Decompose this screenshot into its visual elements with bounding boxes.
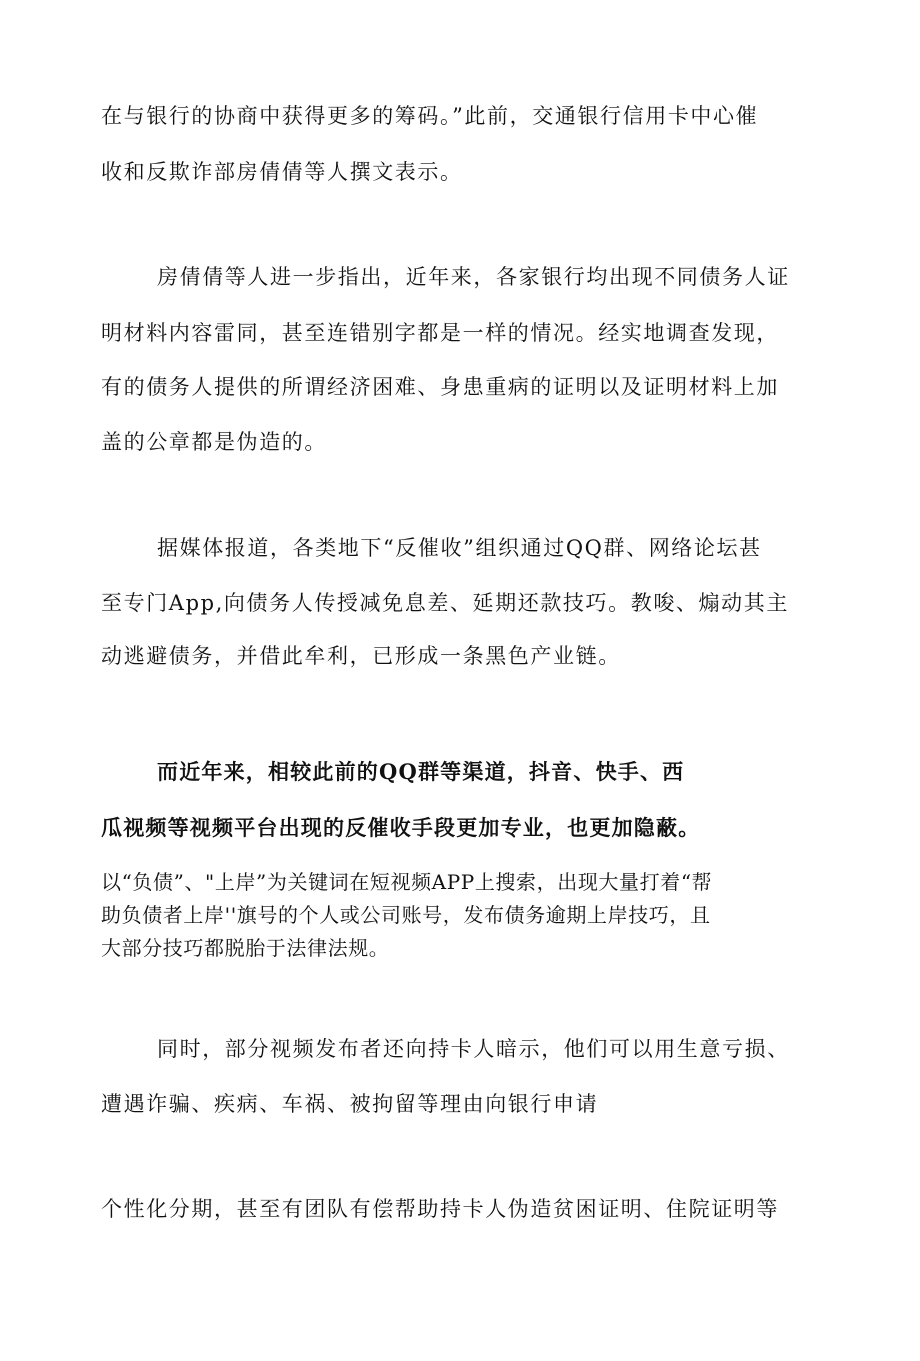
text-line: 以“负债”、"上岸”为关键词在短视频APP上搜索，出现大量打着“帮 <box>101 870 713 894</box>
text-line: 盖的公章都是伪造的。 <box>101 430 327 454</box>
text-line: 在与银行的协商中获得更多的筹码。”此前，交通银行信用卡中心催 <box>101 104 759 128</box>
text-line: 至专门App,向债务人传授减免息差、延期还款技巧。教唆、煽动其主 <box>101 591 789 615</box>
text-line: 而近年来，相较此前的QQ群等渠道，抖音、快手、西 <box>157 759 685 784</box>
text-line: 个性化分期，甚至有团队有偿帮助持卡人伪造贫困证明、住院证明等 <box>101 1197 779 1221</box>
text-line: 动逃避债务，并借此牟利，已形成一条黑色产业链。 <box>101 644 621 668</box>
text-line: 同时，部分视频发布者还向持卡人暗示，他们可以用生意亏损、 <box>157 1037 790 1061</box>
text-line: 据媒体报道，各类地下“反催收”组织通过QQ群、网络论坛甚 <box>157 536 762 560</box>
text-line: 遭遇诈骗、疾病、车祸、被拘留等理由向银行申请 <box>101 1092 599 1116</box>
text-line: 瓜视频等视频平台出现的反催收手段更加专业，也更加隐蔽。 <box>101 815 701 840</box>
text-line: 大部分技巧都脱胎于法律法规。 <box>101 936 390 960</box>
text-line: 明材料内容雷同，甚至连错别字都是一样的情况。经实地调查发现， <box>101 321 779 345</box>
text-line: 收和反欺诈部房倩倩等人撰文表示。 <box>101 160 463 184</box>
text-line: 助负债者上岸''旗号的个人或公司账号，发布债务逾期上岸技巧，且 <box>101 903 711 927</box>
text-line: 房倩倩等人进一步指出，近年来，各家银行均出现不同债务人证 <box>157 265 790 289</box>
text-line: 有的债务人提供的所谓经济困难、身患重病的证明以及证明材料上加 <box>101 375 779 399</box>
